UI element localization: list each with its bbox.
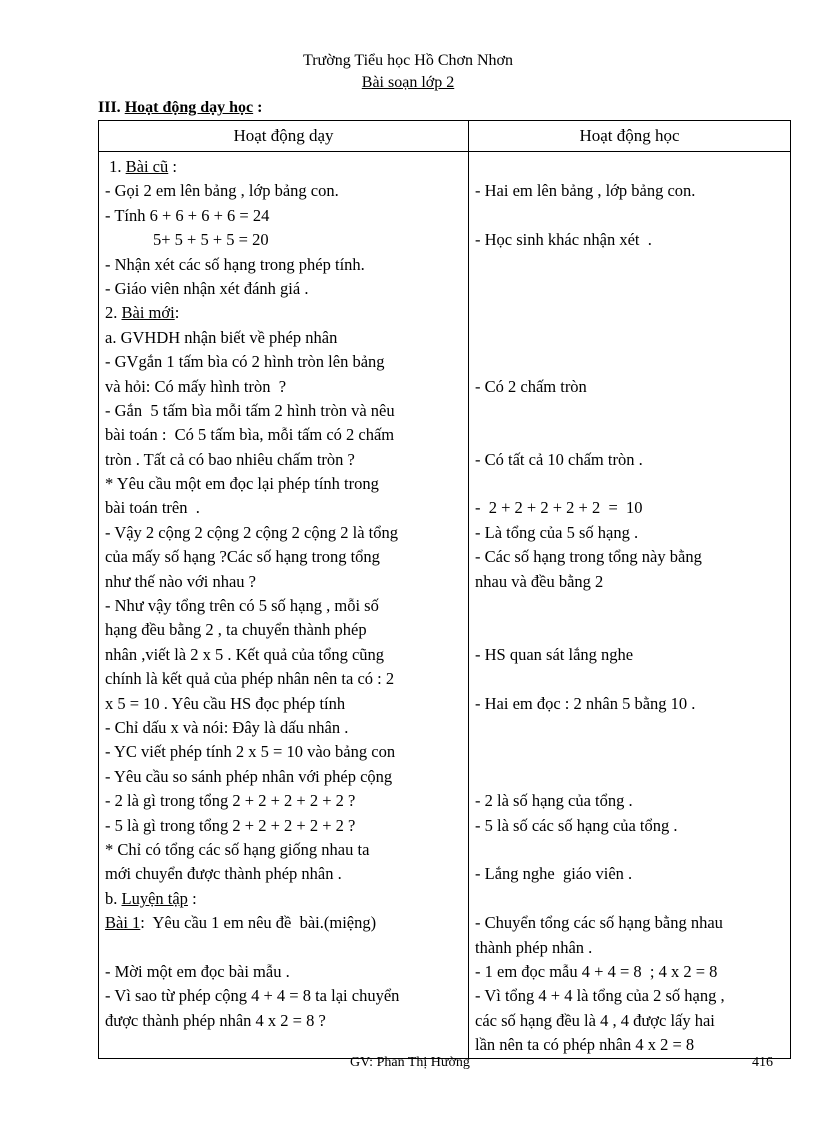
teacher-line: - Giáo viên nhận xét đánh giá .	[105, 278, 309, 298]
teacher-line	[105, 936, 463, 960]
student-line: thành phép nhân .	[475, 937, 593, 957]
line-rest: : Yêu cầu 1 em nêu đề bài.(miệng)	[140, 913, 377, 933]
teacher-line	[105, 1033, 463, 1057]
student-line: - 5 là số các số hạng của tổng .	[475, 815, 678, 835]
student-line	[475, 277, 785, 301]
teacher-line	[105, 887, 463, 911]
teacher-line: nhân ,viết là 2 x 5 . Kết quả của tổng cũng	[105, 644, 385, 664]
student-line: - Học sinh khác nhận xét .	[475, 230, 652, 250]
teacher-line: - GVgắn 1 tấm bìa có 2 hình tròn lên bảng	[105, 352, 385, 372]
line-underlined-heading: Bài cũ	[125, 157, 169, 176]
student-line: các số hạng đều là 4 , 4 được lấy hai	[475, 1010, 715, 1030]
student-line: - Có tất cả 10 chấm tròn .	[475, 449, 643, 469]
page-number: 416	[752, 1055, 773, 1070]
teacher-line: * Yêu cầu một em đọc lại phép tính trong	[105, 474, 379, 494]
student-line: - Hai em đọc : 2 nhân 5 bằng 10 .	[475, 693, 696, 713]
student-line	[475, 326, 785, 350]
line-rest: :	[168, 157, 177, 176]
student-line: nhau và đều bằng 2	[475, 571, 604, 591]
teacher-line: a. GVHDH nhận biết về phép nhân	[105, 327, 338, 347]
section-title	[98, 99, 262, 117]
student-line: - Lắng nghe giáo viên .	[475, 864, 633, 884]
teacher-activity-lines	[100, 153, 467, 1057]
line-prefix: 2.	[105, 303, 122, 323]
line-rest: :	[187, 888, 197, 908]
teacher-name: GV: Phan Thị Hường	[350, 1055, 470, 1070]
table-header-row	[99, 121, 791, 152]
teacher-line: như thế nào với nhau ?	[105, 571, 257, 591]
student-line: - HS quan sát lắng nghe	[475, 644, 634, 664]
teacher-line	[105, 911, 463, 935]
line-underlined-heading: Bài mới	[121, 303, 175, 323]
teacher-line: x 5 = 10 . Yêu cầu HS đọc phép tính	[105, 693, 346, 713]
line-underlined-heading: Luyện tập	[121, 888, 188, 908]
teacher-line: - Chỉ dấu x và nói: Đây là dấu nhân .	[105, 717, 349, 737]
teacher-line: và hỏi: Có mấy hình tròn ?	[105, 376, 287, 396]
teacher-line: bài toán trên .	[105, 498, 200, 518]
student-line	[475, 716, 785, 740]
teacher-line: * Chỉ có tổng các số hạng giống nhau ta	[105, 839, 370, 859]
teacher-line: - YC viết phép tính 2 x 5 = 10 vào bảng con	[105, 742, 396, 762]
teacher-line: - Gắn 5 tấm bìa mỗi tấm 2 hình tròn và nêu	[105, 400, 395, 420]
student-line: lần nên ta có phép nhân 4 x 2 = 8	[475, 1035, 695, 1055]
student-line	[475, 423, 785, 447]
school-name: Trường Tiểu học Hồ Chơn Nhơn	[303, 52, 513, 69]
student-line: - Là tổng của 5 số hạng .	[475, 522, 639, 542]
student-line: - Vì tổng 4 + 4 là tổng của 2 số hạng ,	[475, 986, 725, 1006]
teacher-line	[105, 155, 463, 179]
teacher-line: - Nhận xét các số hạng trong phép tính.	[105, 254, 365, 274]
student-line	[475, 667, 785, 691]
teacher-line: bài toán : Có 5 tấm bìa, mỗi tấm có 2 chấm	[105, 425, 395, 445]
line-underlined-heading: Bài 1	[105, 913, 141, 933]
student-line: - Chuyển tổng các số hạng bằng nhau	[475, 913, 723, 933]
teacher-line: 5+ 5 + 5 + 5 = 20	[153, 230, 269, 250]
header-teacher-activity: Hoạt động dạy	[99, 121, 469, 152]
student-line	[475, 472, 785, 496]
student-activity-lines	[470, 153, 789, 1057]
teacher-line: - Tính 6 + 6 + 6 + 6 = 24	[105, 205, 270, 225]
teacher-line: - 5 là gì trong tổng 2 + 2 + 2 + 2 + 2 ?	[105, 815, 356, 835]
teacher-line: - Như vậy tổng trên có 5 số hạng , mỗi số	[105, 596, 379, 616]
student-line: - Có 2 chấm tròn	[475, 376, 587, 396]
teacher-activity-cell	[99, 152, 469, 1059]
teacher-line	[105, 301, 463, 325]
table-body-row	[99, 152, 791, 1059]
section-title-text: Hoạt động dạy học	[124, 99, 254, 116]
teacher-line: của mấy số hạng ?Các số hạng trong tổng	[105, 547, 380, 567]
student-line	[475, 887, 785, 911]
line-prefix: 1.	[105, 157, 126, 176]
student-line: - 2 + 2 + 2 + 2 + 2 = 10	[475, 498, 643, 518]
teacher-line: mới chuyển được thành phép nhân .	[105, 864, 342, 884]
teacher-line: chính là kết quả của phép nhân nên ta có : 2	[105, 669, 395, 689]
student-line	[475, 765, 785, 789]
teacher-line: - Vậy 2 cộng 2 cộng 2 cộng 2 cộng 2 là tổng	[105, 522, 398, 542]
section-title-colon: :	[253, 99, 263, 116]
teacher-line: hạng đều bằng 2 , ta chuyển thành phép	[105, 620, 367, 640]
student-line: - Các số hạng trong tổng này bằng	[475, 547, 702, 567]
teacher-line: - Mời một em đọc bài mẫu .	[105, 961, 290, 981]
teacher-line: - Yêu cầu so sánh phép nhân với phép cộng	[105, 766, 393, 786]
student-line	[475, 155, 785, 179]
student-line	[475, 350, 785, 374]
student-line: - Hai em lên bảng , lớp bảng con.	[475, 181, 696, 201]
line-rest: :	[174, 303, 180, 323]
teacher-line: - Vì sao từ phép cộng 4 + 4 = 8 ta lại chuyển	[105, 986, 400, 1006]
teacher-line: tròn . Tất cả có bao nhiêu chấm tròn ?	[105, 449, 355, 469]
student-line	[475, 740, 785, 764]
student-line	[475, 618, 785, 642]
student-line	[475, 594, 785, 618]
line-prefix: b.	[105, 888, 122, 908]
teacher-line: - 2 là gì trong tổng 2 + 2 + 2 + 2 + 2 ?	[105, 791, 356, 811]
student-line: - 1 em đọc mẫu 4 + 4 = 8 ; 4 x 2 = 8	[475, 961, 718, 981]
student-line	[475, 204, 785, 228]
section-number: III.	[98, 99, 121, 116]
student-line	[475, 301, 785, 325]
student-line: - 2 là số hạng của tổng .	[475, 791, 633, 811]
student-line	[475, 838, 785, 862]
teacher-line: được thành phép nhân 4 x 2 = 8 ?	[105, 1010, 326, 1030]
lesson-table	[98, 120, 791, 1059]
student-activity-cell	[469, 152, 791, 1059]
student-line	[475, 399, 785, 423]
student-line	[475, 253, 785, 277]
page-header	[0, 50, 816, 94]
teacher-line: - Gọi 2 em lên bảng , lớp bảng con.	[105, 181, 339, 201]
header-student-activity: Hoạt động học	[469, 121, 791, 152]
document-subtitle: Bài soạn lớp 2	[361, 74, 455, 91]
